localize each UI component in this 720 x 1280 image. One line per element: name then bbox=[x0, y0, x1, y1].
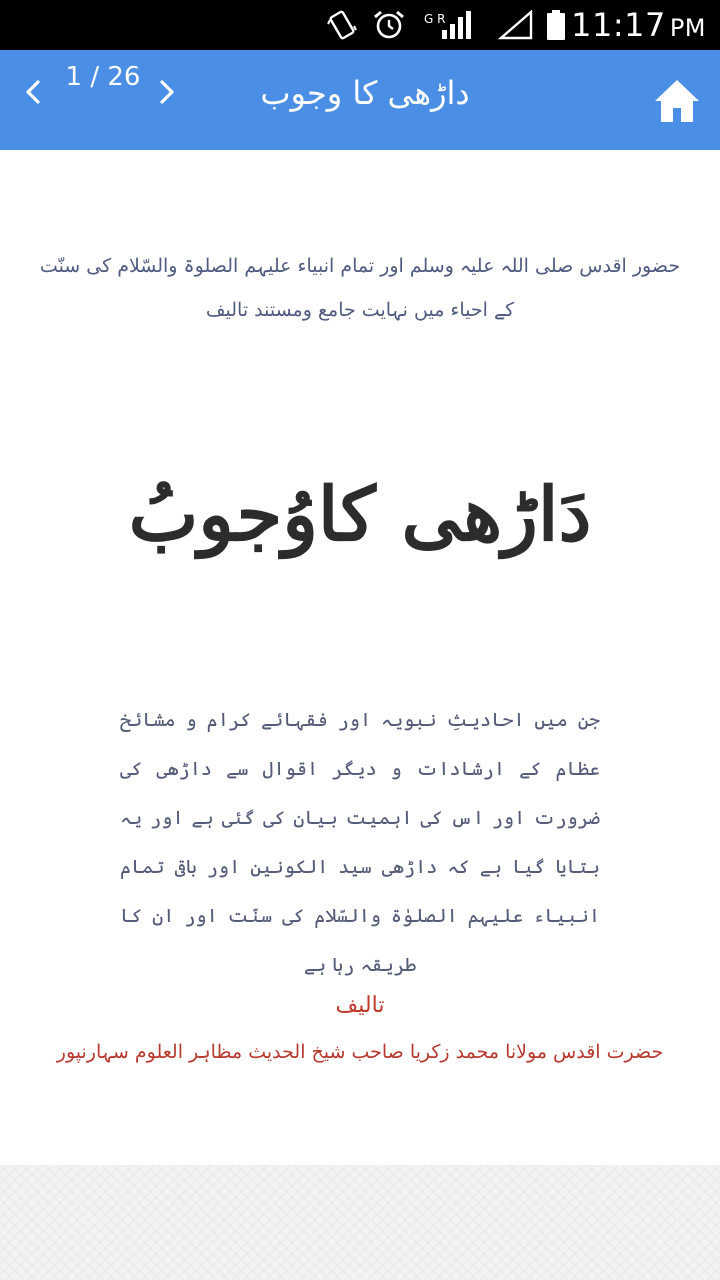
document-page bbox=[0, 150, 720, 1165]
intro-line-1: حضور اقدس صلی اللہ علیہ وسلم اور تمام انبیاء علیہم الصلوۃ والسّلام کی سنّت bbox=[39, 255, 681, 277]
clock-time: 11:17 bbox=[571, 6, 666, 44]
app-title: داڑھی کا وجوب bbox=[260, 74, 470, 112]
network-type-label: G R bbox=[424, 12, 446, 26]
clock-ampm: PM bbox=[669, 14, 706, 42]
author-label: تالیف bbox=[335, 993, 385, 1018]
vibrate-icon bbox=[326, 10, 358, 40]
intro-text bbox=[0, 244, 720, 332]
author-name: حضرت اقدس مولانا محمد زکریا صاحب شیخ الحدیث مظاہر العلوم سہارنپور bbox=[56, 1041, 664, 1063]
status-time bbox=[571, 6, 706, 44]
home-button[interactable] bbox=[652, 76, 702, 126]
chevron-right-icon bbox=[162, 82, 172, 102]
book-description: جن میں احادیثِ نبویہ اور فقہائے کرام و مشائخ عظام کے ارشادات و دیگر اقوال سے داڑھی کی ضرورت اور اس کی اہمیت بیان کی گئی ہے اور یہ بتایا گیا ہے کہ داڑھی سید الکونین اور باقی تمام انبیاء علیہم الصلوٰۃ والسّلام کی سنّت اور ان کا طریقہ رہا ہے bbox=[120, 709, 600, 976]
app-bar bbox=[0, 50, 720, 150]
page-indicator: 1 / 26 bbox=[65, 62, 141, 92]
previous-page-button[interactable] bbox=[18, 72, 50, 112]
next-page-button[interactable] bbox=[150, 72, 182, 112]
home-icon bbox=[655, 80, 699, 122]
signal-icon bbox=[422, 10, 474, 40]
status-bar bbox=[0, 0, 720, 50]
book-title: دَاڑھی کاوُجوبُ bbox=[128, 472, 592, 558]
page-background-texture bbox=[0, 1165, 720, 1280]
alarm-icon bbox=[372, 10, 406, 40]
chevron-left-icon bbox=[28, 82, 38, 102]
no-signal-icon bbox=[498, 10, 534, 40]
intro-line-2: کے احیاء میں نہایت جامع ومستند تالیف bbox=[205, 299, 515, 321]
battery-icon bbox=[546, 10, 566, 40]
